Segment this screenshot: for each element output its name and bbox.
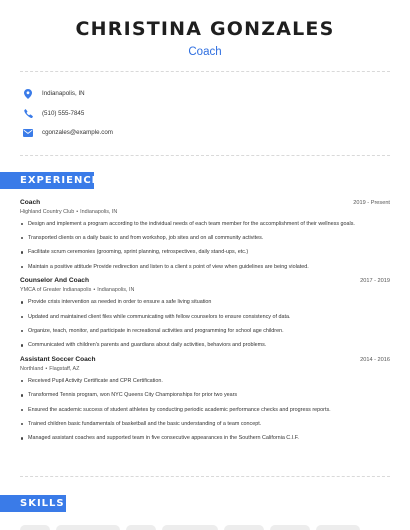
contact-phone: [22, 104, 410, 124]
list-item: Transformed Tennis program, won NYC Queens City Championships for prior two years: [20, 391, 390, 399]
job-entry: [20, 356, 390, 443]
job-bullets: [20, 220, 390, 272]
skills-heading: SKILLS: [0, 495, 66, 512]
list-item: Received Pupil Activity Certificate and CPR Certification.: [20, 377, 390, 385]
skill-chip: [126, 525, 156, 530]
job-title: Counselor And Coach: [20, 277, 89, 285]
job-title: Coach: [20, 198, 41, 206]
contact-location: [22, 84, 410, 104]
skill-chip: [56, 525, 120, 530]
list-item: Organize, teach, monitor, and participate in recreational activities and programming for school age children.: [20, 327, 390, 335]
contact-list: [0, 72, 410, 155]
job-employer: [20, 287, 390, 293]
job-entry: [20, 277, 390, 350]
candidate-role: Coach: [188, 46, 222, 58]
contact-divider: [20, 155, 390, 156]
job-company: Northland: [20, 365, 44, 372]
separator-dot: •: [76, 208, 79, 215]
job-dates: 2019 - Present: [353, 199, 390, 206]
phone-icon: [22, 107, 34, 119]
candidate-name: CHRISTINA GONZALES: [75, 18, 335, 40]
contact-phone-text: (510) 555-7845: [42, 109, 85, 117]
skill-chip: [316, 525, 360, 530]
job-bullets: [20, 377, 390, 443]
job-employer: [20, 366, 390, 372]
list-item: Updated and maintained client files while communicating with fellow counselors to ensure consistency of data.: [20, 313, 390, 321]
job-location: Indianapolis, IN: [80, 208, 118, 215]
experience-heading: EXPERIENCE: [0, 172, 94, 189]
experience-list: [0, 189, 410, 443]
skill-chip: [270, 525, 310, 530]
skill-chip: [162, 525, 218, 530]
job-company: Highland Country Club: [20, 208, 75, 215]
list-item: Trained children basic fundamentals of basketball and the basic understanding of a team concept.: [20, 420, 390, 428]
job-title: Assistant Soccer Coach: [20, 355, 96, 363]
list-item: Ensured the academic success of student athletes by conducting periodic academic performance checks and progress reports.: [20, 406, 390, 414]
job-employer: [20, 209, 390, 215]
list-item: Provide crisis intervention as needed in order to ensure a safe living situation: [20, 298, 390, 306]
list-item: Transported clients on a daily basic to and from workshop, job sites and on all community activites.: [20, 234, 390, 242]
list-item: Managed assistant coaches and supported team in five consecutive appearances in the Southern California C.I.F.: [20, 434, 390, 442]
skill-chip: [20, 525, 50, 530]
location-pin-icon: [22, 88, 34, 100]
skill-chip: [224, 525, 264, 530]
separator-dot: •: [45, 365, 48, 372]
job-bullets: [20, 298, 390, 350]
list-item: Facilitate scrum ceremonies (grooming, sprint planning, retrospectives, daily stand-ups, etc.): [20, 248, 390, 256]
separator-dot: •: [93, 287, 96, 294]
job-company: YMCA of Greater Indianapolis: [20, 287, 92, 294]
email-icon: [22, 127, 34, 139]
job-location: Flagstaff, AZ: [49, 365, 80, 372]
contact-email: [22, 123, 410, 143]
job-entry: [20, 199, 390, 272]
list-item: Communicated with children's parents and guardians about daily activities, behaviors and problems.: [20, 341, 390, 349]
job-location: Indianapolis, IN: [97, 287, 135, 294]
list-item: Maintain a positive attitude Provide redirection and listen to a client s point of view when guidelines are being violated.: [20, 263, 390, 271]
skill-chip-row: [20, 525, 360, 530]
contact-location-text: Indianapolis, IN: [42, 90, 85, 98]
list-item: Design and implement a program according to the individual needs of each team member for the accomplishment of their wellness goals.: [20, 220, 390, 228]
job-dates: 2014 - 2016: [360, 356, 390, 363]
job-dates: 2017 - 2019: [360, 278, 390, 285]
experience-divider: [20, 476, 390, 477]
contact-email-text: cgonzales@example.com: [42, 129, 113, 137]
resume-header: [0, 0, 410, 58]
